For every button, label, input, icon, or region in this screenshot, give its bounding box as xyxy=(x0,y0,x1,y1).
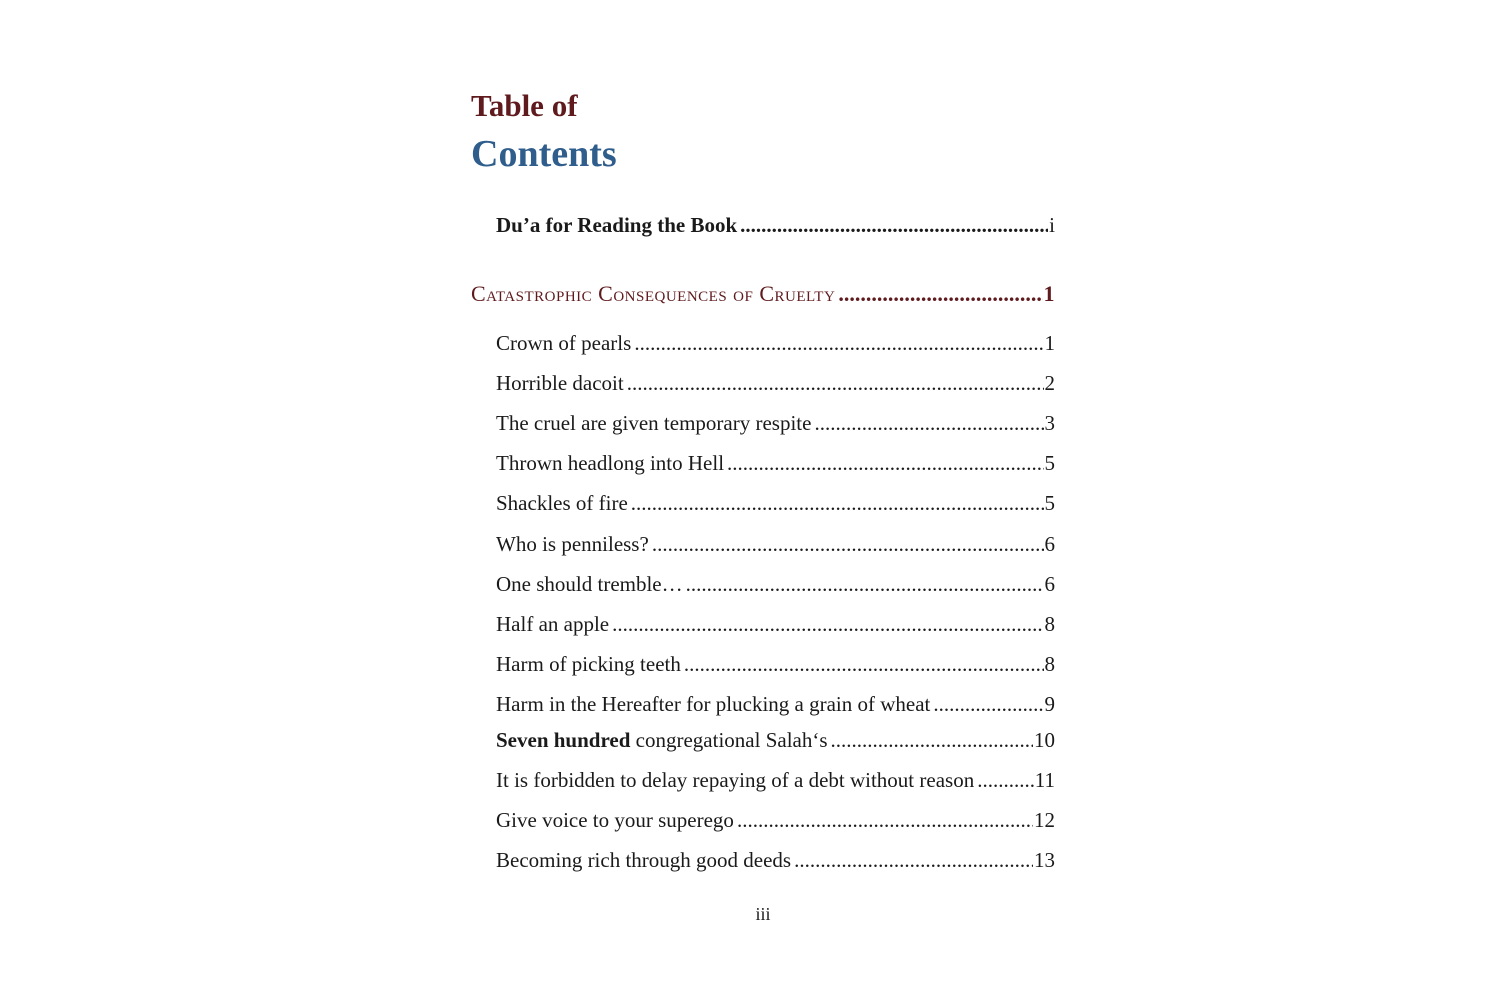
toc-entry-page: 6 xyxy=(1044,572,1055,596)
toc-entry-page: 1 xyxy=(1044,331,1055,355)
toc-entry-label: The cruel are given temporary respite xyxy=(496,411,812,435)
toc-entry-label: Crown of pearls xyxy=(496,331,632,355)
dot-leader xyxy=(631,489,1044,517)
toc-entry-label: Give voice to your superego xyxy=(496,808,734,832)
toc-entry-label: It is forbidden to delay repaying of a debt without reason xyxy=(496,768,975,792)
dot-leader xyxy=(612,610,1043,638)
toc-entry-page: 8 xyxy=(1044,612,1055,636)
toc-entry-page: 2 xyxy=(1044,371,1055,395)
toc-entry[interactable] xyxy=(496,530,1055,558)
toc-entry-page: 5 xyxy=(1044,491,1055,515)
toc-entry-page: 11 xyxy=(1034,768,1055,792)
toc-entry-label: Shackles of fire xyxy=(496,491,628,515)
toc-entry-label: Horrible dacoit xyxy=(496,371,624,395)
dot-leader xyxy=(933,690,1043,718)
toc-entry-page: i xyxy=(1049,213,1055,237)
toc-entry-page: 6 xyxy=(1044,532,1055,556)
toc-entry-label: Becoming rich through good deeds xyxy=(496,848,792,872)
toc-title-line2: Contents xyxy=(471,133,617,175)
dot-leader xyxy=(831,726,1033,754)
toc-entry-page: 10 xyxy=(1034,728,1055,752)
toc-chapter-label: Catastrophic Consequences of Cruelty xyxy=(471,281,836,306)
toc-entry-page: 3 xyxy=(1044,411,1055,435)
toc-chapter-heading[interactable] xyxy=(471,280,1055,308)
dot-leader xyxy=(740,211,1048,239)
dot-leader xyxy=(814,409,1043,437)
toc-entry[interactable] xyxy=(496,369,1055,397)
toc-entry-label: Du’a for Reading the Book xyxy=(496,213,738,237)
toc-entry-label: Harm in the Hereafter for plucking a grain of wheat xyxy=(496,692,931,716)
toc-entry-label: Who is penniless? xyxy=(496,532,649,556)
toc-entry-label: Harm of picking teeth xyxy=(496,652,681,676)
toc-entry-page: 13 xyxy=(1034,848,1055,872)
toc-entry-page: 9 xyxy=(1044,692,1055,716)
toc-entry[interactable] xyxy=(496,449,1055,477)
toc-entry-page: 5 xyxy=(1044,451,1055,475)
dot-leader xyxy=(686,570,1044,598)
dot-leader xyxy=(634,329,1043,357)
toc-entry[interactable] xyxy=(496,409,1055,437)
toc-entry[interactable] xyxy=(496,650,1055,678)
toc-chapter-page: 1 xyxy=(1043,281,1055,306)
toc-entry-label-bold: Seven hundred xyxy=(496,728,631,752)
toc-entry[interactable] xyxy=(496,690,1055,718)
toc-entry-front-matter[interactable] xyxy=(496,211,1055,239)
toc-entry-label-rest: congregational Salah‘s xyxy=(630,728,828,752)
dot-leader xyxy=(794,846,1033,874)
toc-entry[interactable] xyxy=(496,726,1055,754)
toc-entry[interactable] xyxy=(496,806,1055,834)
toc-entry[interactable] xyxy=(496,570,1055,598)
toc-entry-label xyxy=(496,726,831,754)
page-number-folio: iii xyxy=(755,904,771,924)
toc-entry-label: Half an apple xyxy=(496,612,610,636)
dot-leader xyxy=(737,806,1033,834)
toc-entry[interactable] xyxy=(496,846,1055,874)
dot-leader xyxy=(727,449,1043,477)
toc-entry[interactable] xyxy=(496,610,1055,638)
toc-entry[interactable] xyxy=(496,489,1055,517)
dot-leader xyxy=(652,530,1044,558)
toc-entry-label: Thrown headlong into Hell xyxy=(496,451,725,475)
toc-title-line1: Table of xyxy=(471,88,578,123)
toc-entry-page: 8 xyxy=(1044,652,1055,676)
dot-leader xyxy=(977,766,1034,794)
toc-entry[interactable] xyxy=(496,766,1055,794)
toc-page xyxy=(471,0,1055,1000)
toc-entry-label: One should tremble… xyxy=(496,572,683,596)
dot-leader xyxy=(838,280,1042,308)
toc-entry-page: 12 xyxy=(1034,808,1055,832)
dot-leader xyxy=(684,650,1044,678)
dot-leader xyxy=(627,369,1044,397)
toc-entry[interactable] xyxy=(496,329,1055,357)
